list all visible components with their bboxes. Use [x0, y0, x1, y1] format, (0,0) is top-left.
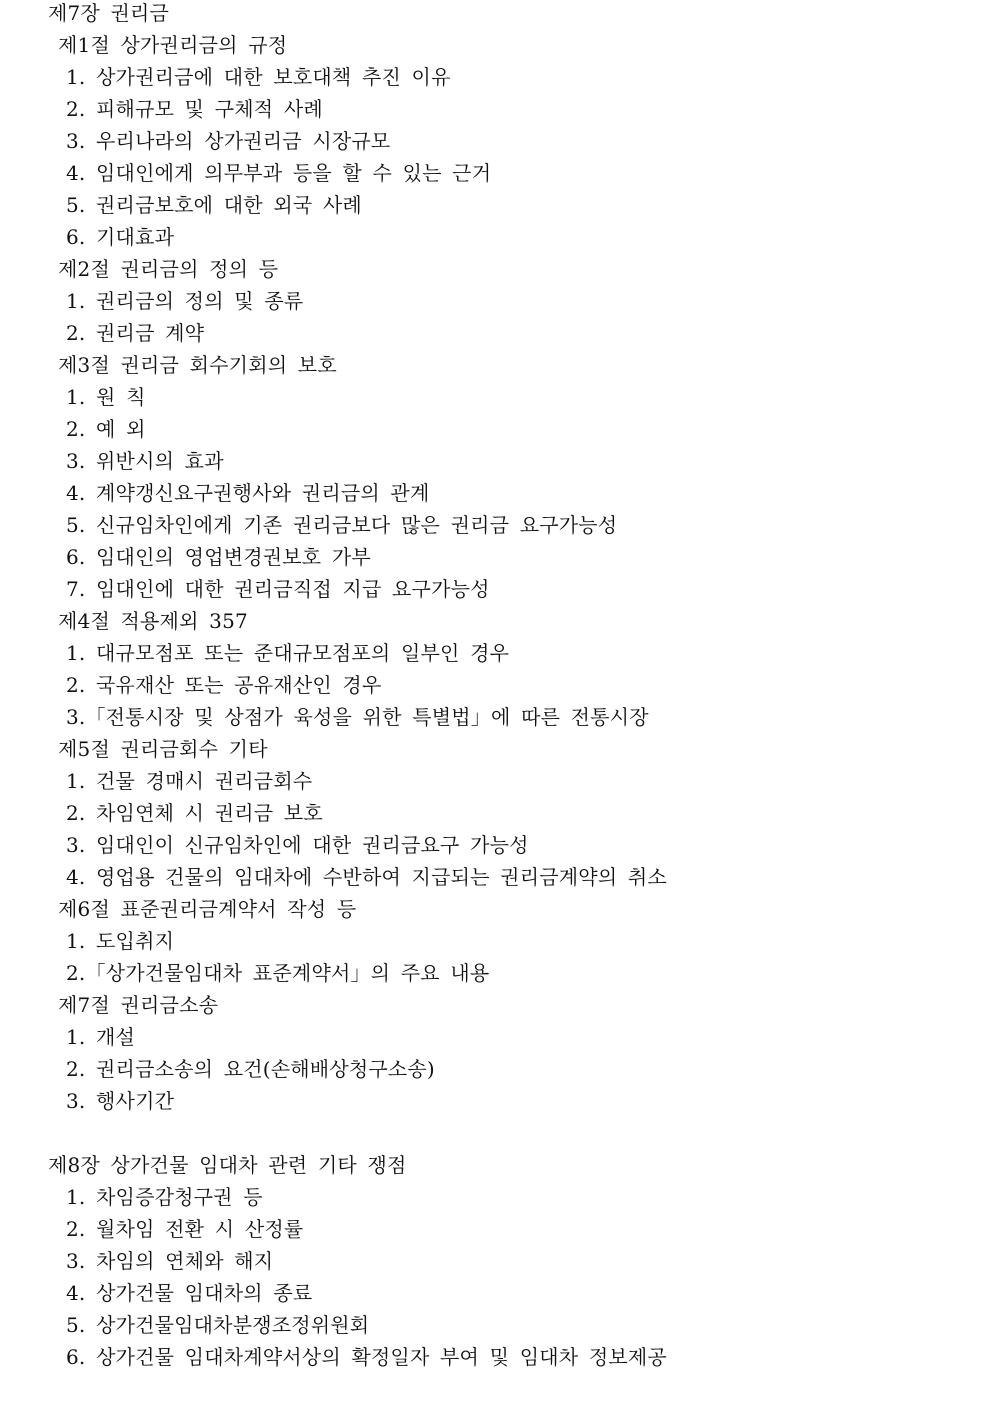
toc-item: 1. 대규모점포 또는 준대규모점포의 일부인 경우: [66, 641, 510, 665]
toc-item: 1. 차임증감청구권 등: [66, 1185, 263, 1209]
toc-item: 1. 개설: [66, 1025, 136, 1049]
toc-item: 2.「상가건물임대차 표준계약서」의 주요 내용: [66, 961, 490, 985]
toc-item: 2. 차임연체 시 권리금 보호: [66, 801, 323, 825]
toc-item: 1. 권리금의 정의 및 종류: [66, 289, 304, 313]
toc-item: 2. 국유재산 또는 공유재산인 경우: [66, 673, 382, 697]
toc-item: 2. 예 외: [66, 417, 146, 441]
section-heading: 제3절 권리금 회수기회의 보호: [58, 353, 337, 377]
toc-item: 1. 원 칙: [66, 385, 146, 409]
toc-item: 1. 건물 경매시 권리금회수: [66, 769, 313, 793]
toc-item: 2. 권리금 계약: [66, 321, 205, 345]
toc-item: 4. 임대인에게 의무부과 등을 할 수 있는 근거: [66, 161, 492, 185]
toc-item: 4. 영업용 건물의 임대차에 수반하여 지급되는 권리금계약의 취소: [66, 865, 667, 889]
toc-item: 3. 위반시의 효과: [66, 449, 224, 473]
toc-item: 3.「전통시장 및 상점가 육성을 위한 특별법」에 따른 전통시장: [66, 705, 649, 729]
toc-item: 1. 도입취지: [66, 929, 175, 953]
toc-item: 5. 상가건물임대차분쟁조정위원회: [66, 1313, 370, 1337]
toc-item: 5. 신규임차인에게 기존 권리금보다 많은 권리금 요구가능성: [66, 513, 618, 537]
section-heading: 제4절 적용제외 357: [58, 609, 248, 633]
chapter-heading: 제8장 상가건물 임대차 관련 기타 쟁점: [48, 1153, 407, 1177]
toc-item: 4. 상가건물 임대차의 종료: [66, 1281, 313, 1305]
toc-item: 3. 행사기간: [66, 1089, 175, 1113]
section-heading: 제6절 표준권리금계약서 작성 등: [58, 897, 357, 921]
toc-item: 2. 피해규모 및 구체적 사례: [66, 97, 323, 121]
toc-item: 2. 권리금소송의 요건(손해배상청구소송): [66, 1057, 435, 1081]
section-heading: 제2절 권리금의 정의 등: [58, 257, 279, 281]
toc-item: 6. 임대인의 영업변경권보호 가부: [66, 545, 371, 569]
toc-item: 3. 차임의 연체와 해지: [66, 1249, 274, 1273]
toc-item: 3. 우리나라의 상가권리금 시장규모: [66, 129, 391, 153]
toc-item: 6. 상가건물 임대차계약서상의 확정일자 부여 및 임대차 정보제공: [66, 1345, 667, 1369]
toc-item: 6. 기대효과: [66, 225, 175, 249]
toc-item: 1. 상가권리금에 대한 보호대책 추진 이유: [66, 65, 451, 89]
toc-item: 4. 계약갱신요구권행사와 권리금의 관계: [66, 481, 430, 505]
toc-item: 5. 권리금보호에 대한 외국 사례: [66, 193, 362, 217]
toc-item: 2. 월차임 전환 시 산정률: [66, 1217, 304, 1241]
section-heading: 제7절 권리금소송: [58, 993, 219, 1017]
section-heading: 제5절 권리금회수 기타: [58, 737, 268, 761]
toc-item: 7. 임대인에 대한 권리금직접 지급 요구가능성: [66, 577, 490, 601]
section-heading: 제1절 상가권리금의 규정: [58, 33, 288, 57]
toc-item: 3. 임대인이 신규임차인에 대한 권리금요구 가능성: [66, 833, 529, 857]
chapter-heading: 제7장 권리금: [48, 1, 170, 25]
